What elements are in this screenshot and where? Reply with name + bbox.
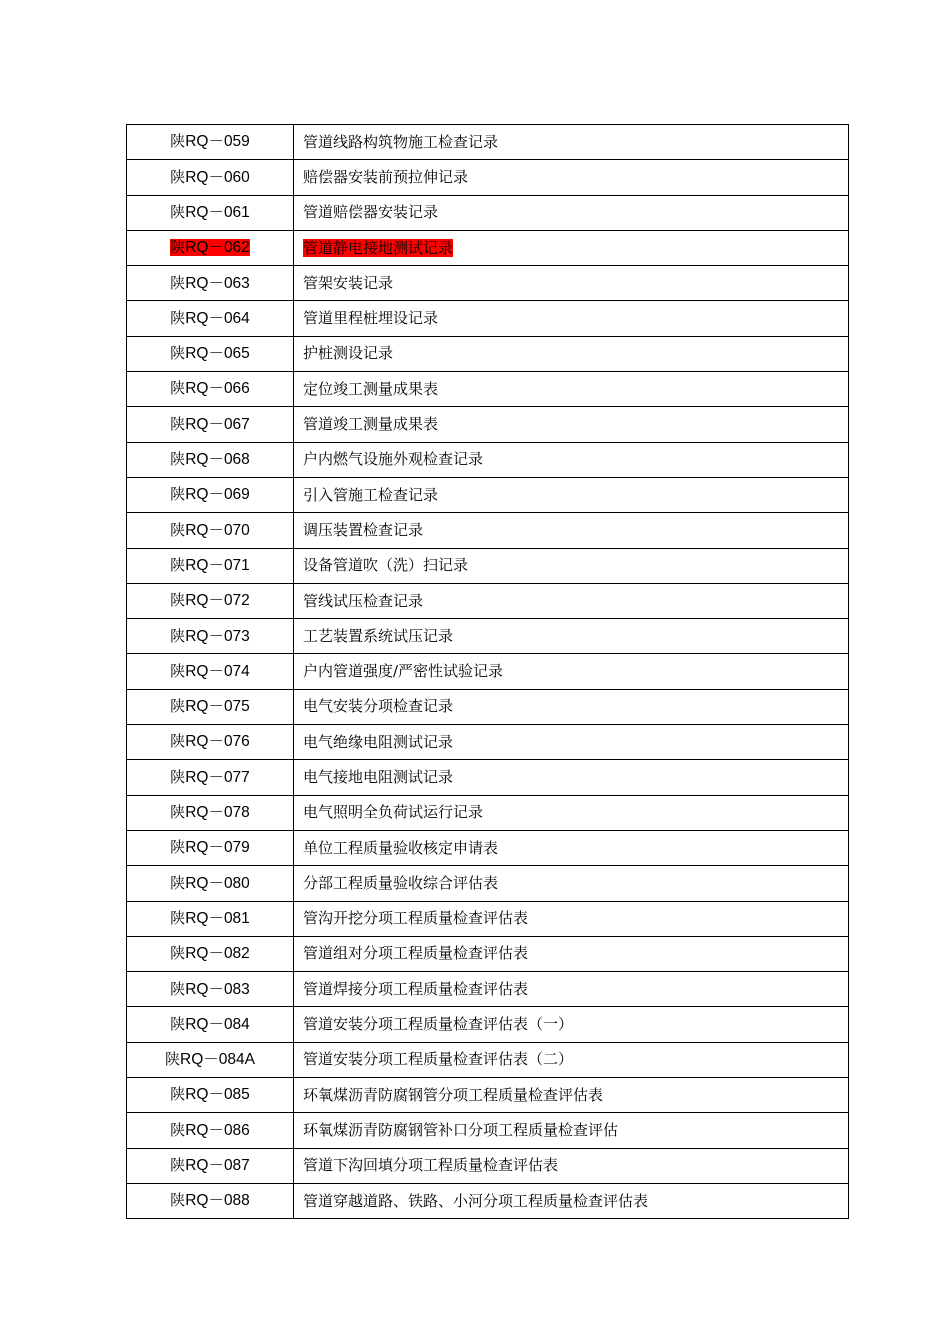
form-code-number: RQ－081 xyxy=(185,909,250,927)
form-code-number: RQ－065 xyxy=(185,345,250,363)
form-code-number: RQ－082 xyxy=(185,945,250,963)
form-title-cell xyxy=(294,160,849,195)
form-code-prefix: 陕 xyxy=(170,591,186,610)
form-title: 环氧煤沥青防腐钢管分项工程质量检查评估表 xyxy=(303,1085,604,1104)
form-title: 管道竣工测量成果表 xyxy=(303,415,439,434)
form-title: 单位工程质量验收核定申请表 xyxy=(303,838,499,857)
form-title-cell xyxy=(294,830,849,865)
form-title: 管架安装记录 xyxy=(303,273,394,292)
table-row xyxy=(127,477,849,512)
table-row xyxy=(127,372,849,407)
table-body xyxy=(127,125,849,1219)
form-code-number: RQ－076 xyxy=(185,733,250,751)
table-row xyxy=(127,1113,849,1148)
form-code-number: RQ－062 xyxy=(185,239,250,257)
form-title: 工艺装置系统试压记录 xyxy=(303,626,454,645)
table-row xyxy=(127,548,849,583)
form-code xyxy=(170,839,250,856)
form-code-prefix: 陕 xyxy=(170,838,186,857)
form-code-cell xyxy=(127,1078,294,1113)
form-code-cell xyxy=(127,654,294,689)
form-code-number: RQ－072 xyxy=(185,592,250,610)
form-title: 电气照明全负荷试运行记录 xyxy=(303,803,484,822)
form-title-cell xyxy=(294,1113,849,1148)
table-row xyxy=(127,1183,849,1218)
form-index-table xyxy=(126,124,849,1219)
form-title-cell xyxy=(294,477,849,512)
form-code xyxy=(170,169,250,186)
form-code-cell xyxy=(127,1007,294,1042)
form-code-number: RQ－078 xyxy=(185,804,250,822)
form-title: 管道穿越道路、铁路、小河分项工程质量检查评估表 xyxy=(303,1191,649,1210)
form-code xyxy=(170,1122,250,1139)
table-row xyxy=(127,266,849,301)
table-row xyxy=(127,160,849,195)
form-title-cell xyxy=(294,442,849,477)
form-code-prefix: 陕 xyxy=(170,379,186,398)
table-row xyxy=(127,230,849,265)
form-code-number: RQ－067 xyxy=(185,415,250,433)
form-title: 管线试压检查记录 xyxy=(303,591,424,610)
form-code-prefix: 陕 xyxy=(170,238,186,257)
form-code xyxy=(170,592,250,609)
form-title-cell xyxy=(294,866,849,901)
form-code-cell xyxy=(127,160,294,195)
form-code-prefix: 陕 xyxy=(170,1085,186,1104)
form-code xyxy=(170,945,250,962)
table-row xyxy=(127,795,849,830)
form-code-prefix: 陕 xyxy=(170,697,186,716)
form-title-cell xyxy=(294,1078,849,1113)
form-title: 管道安装分项工程质量检查评估表（二） xyxy=(303,1050,574,1069)
table-row xyxy=(127,830,849,865)
form-code-number: RQ－068 xyxy=(185,451,250,469)
form-title: 环氧煤沥青防腐钢管补口分项工程质量检查评估 xyxy=(303,1120,619,1139)
form-code xyxy=(170,451,250,468)
form-title-cell xyxy=(294,1148,849,1183)
form-code-prefix: 陕 xyxy=(170,732,186,751)
form-code-cell xyxy=(127,725,294,760)
form-title-cell xyxy=(294,1183,849,1218)
form-code-prefix: 陕 xyxy=(170,132,186,151)
table-row xyxy=(127,972,849,1007)
table-row xyxy=(127,866,849,901)
form-title: 管沟开挖分项工程质量检查评估表 xyxy=(303,909,529,928)
form-code-number: RQ－080 xyxy=(185,874,250,892)
form-title-cell xyxy=(294,407,849,442)
form-code-cell xyxy=(127,125,294,160)
table-row xyxy=(127,301,849,336)
form-title: 管道赔偿器安装记录 xyxy=(303,203,439,222)
table-row xyxy=(127,583,849,618)
form-code-cell xyxy=(127,866,294,901)
form-code-prefix: 陕 xyxy=(170,873,186,892)
form-title-cell xyxy=(294,1007,849,1042)
table-row xyxy=(127,336,849,371)
form-code-number: RQ－060 xyxy=(185,168,250,186)
form-code-number: RQ－086 xyxy=(185,1121,250,1139)
form-title: 电气绝缘电阻测试记录 xyxy=(303,732,454,751)
form-code xyxy=(170,981,250,998)
form-code xyxy=(170,416,250,433)
form-code xyxy=(170,133,250,150)
form-title: 护桩测设记录 xyxy=(303,344,394,363)
form-code-prefix: 陕 xyxy=(170,1014,186,1033)
table-row xyxy=(127,901,849,936)
form-title: 赔偿器安装前预拉伸记录 xyxy=(303,167,469,186)
form-code xyxy=(170,345,250,362)
form-code-cell xyxy=(127,795,294,830)
form-code-prefix: 陕 xyxy=(170,344,186,363)
form-code xyxy=(170,1086,250,1103)
form-title: 定位竣工测量成果表 xyxy=(303,379,439,398)
form-code xyxy=(170,1157,250,1174)
form-code xyxy=(170,628,250,645)
form-code xyxy=(170,557,250,574)
form-code-prefix: 陕 xyxy=(170,167,186,186)
form-code-number: RQ－071 xyxy=(185,556,250,574)
form-code-cell xyxy=(127,407,294,442)
form-code-cell xyxy=(127,901,294,936)
form-title-cell xyxy=(294,760,849,795)
form-code xyxy=(170,204,250,221)
form-title-cell xyxy=(294,972,849,1007)
form-code-number: RQ－085 xyxy=(185,1086,250,1104)
form-code-prefix: 陕 xyxy=(170,450,186,469)
form-code-number: RQ－063 xyxy=(185,274,250,292)
form-code-prefix: 陕 xyxy=(165,1050,181,1069)
form-code-number: RQ－066 xyxy=(185,380,250,398)
form-code-cell xyxy=(127,1113,294,1148)
form-title-cell xyxy=(294,336,849,371)
form-title-cell xyxy=(294,513,849,548)
form-code xyxy=(170,486,250,503)
form-code xyxy=(170,239,250,256)
form-code-cell xyxy=(127,1042,294,1077)
form-code xyxy=(170,875,250,892)
form-title-cell xyxy=(294,1042,849,1077)
form-code-prefix: 陕 xyxy=(170,803,186,822)
form-title-cell xyxy=(294,548,849,583)
form-code-cell xyxy=(127,972,294,1007)
form-title: 电气接地电阻测试记录 xyxy=(303,767,454,786)
form-code-number: RQ－070 xyxy=(185,521,250,539)
form-code-cell xyxy=(127,619,294,654)
form-code-prefix: 陕 xyxy=(170,661,186,680)
form-title-cell xyxy=(294,583,849,618)
form-code-cell xyxy=(127,936,294,971)
form-code-number: RQ－074 xyxy=(185,662,250,680)
form-code-cell xyxy=(127,583,294,618)
form-title: 管道安装分项工程质量检查评估表（一） xyxy=(303,1015,574,1034)
form-code-cell xyxy=(127,830,294,865)
form-code-cell xyxy=(127,513,294,548)
form-title: 管道静电接地测试记录 xyxy=(303,238,454,257)
form-code-cell xyxy=(127,1148,294,1183)
form-code xyxy=(170,733,250,750)
form-code-prefix: 陕 xyxy=(170,979,186,998)
form-code-prefix: 陕 xyxy=(170,767,186,786)
form-code-cell xyxy=(127,477,294,512)
form-code-number: RQ－084 xyxy=(185,1015,250,1033)
form-code-cell xyxy=(127,760,294,795)
form-code-cell xyxy=(127,336,294,371)
form-code-number: RQ－083 xyxy=(185,980,250,998)
form-title-cell xyxy=(294,689,849,724)
form-title: 管道里程桩埋设记录 xyxy=(303,309,439,328)
table-row xyxy=(127,619,849,654)
form-title-cell xyxy=(294,901,849,936)
form-code-cell xyxy=(127,195,294,230)
table-row xyxy=(127,689,849,724)
form-title-cell xyxy=(294,372,849,407)
form-code-cell xyxy=(127,1183,294,1218)
table-row xyxy=(127,760,849,795)
form-code-prefix: 陕 xyxy=(170,414,186,433)
form-code-prefix: 陕 xyxy=(170,485,186,504)
form-title: 管道线路构筑物施工检查记录 xyxy=(303,132,499,151)
form-title: 管道下沟回填分项工程质量检查评估表 xyxy=(303,1156,559,1175)
form-code-number: RQ－087 xyxy=(185,1157,250,1174)
table-row xyxy=(127,654,849,689)
table-row xyxy=(127,1078,849,1113)
table-row xyxy=(127,407,849,442)
form-code-prefix: 陕 xyxy=(170,944,186,963)
form-title-cell xyxy=(294,936,849,971)
form-code xyxy=(170,663,250,680)
form-code xyxy=(170,522,250,539)
form-title-cell xyxy=(294,654,849,689)
form-title: 管道组对分项工程质量检查评估表 xyxy=(303,944,529,963)
form-code xyxy=(170,1016,250,1033)
form-title-cell xyxy=(294,725,849,760)
form-code xyxy=(170,804,250,821)
form-code-prefix: 陕 xyxy=(170,908,186,927)
form-title: 分部工程质量验收综合评估表 xyxy=(303,873,499,892)
form-code-cell xyxy=(127,548,294,583)
form-title-cell xyxy=(294,619,849,654)
table-row xyxy=(127,125,849,160)
form-title-cell xyxy=(294,795,849,830)
form-code-prefix: 陕 xyxy=(170,1156,186,1174)
form-code-prefix: 陕 xyxy=(170,626,186,645)
form-code xyxy=(170,1192,250,1209)
form-code xyxy=(170,275,250,292)
form-code xyxy=(165,1051,255,1068)
form-code xyxy=(170,380,250,397)
form-title-cell xyxy=(294,125,849,160)
table-row xyxy=(127,936,849,971)
form-code xyxy=(170,910,250,927)
form-code-prefix: 陕 xyxy=(170,1191,186,1210)
form-title-cell xyxy=(294,301,849,336)
form-title: 引入管施工检查记录 xyxy=(303,485,439,504)
form-code-number: RQ－079 xyxy=(185,839,250,857)
form-title: 户内燃气设施外观检查记录 xyxy=(303,450,484,469)
form-code-number: RQ－059 xyxy=(185,133,250,151)
form-code-cell xyxy=(127,689,294,724)
form-title: 设备管道吹（洗）扫记录 xyxy=(303,556,469,575)
form-code-number: RQ－069 xyxy=(185,486,250,504)
form-code-cell xyxy=(127,301,294,336)
form-code xyxy=(170,698,250,715)
form-title: 电气安装分项检查记录 xyxy=(303,697,454,716)
form-code xyxy=(170,310,250,327)
form-code-prefix: 陕 xyxy=(170,273,186,292)
form-title: 户内管道强度/严密性试验记录 xyxy=(303,662,504,681)
form-code-number: RQ－077 xyxy=(185,768,250,786)
table-row xyxy=(127,195,849,230)
form-title: 调压装置检查记录 xyxy=(303,520,424,539)
table-row xyxy=(127,442,849,477)
form-code-number: RQ－064 xyxy=(185,309,250,327)
table-row xyxy=(127,1007,849,1042)
form-code-number: RQ－061 xyxy=(185,203,250,221)
form-code-number: RQ－088 xyxy=(185,1192,250,1210)
form-title-cell xyxy=(294,195,849,230)
form-code-prefix: 陕 xyxy=(170,520,186,539)
table-row xyxy=(127,1042,849,1077)
form-title-cell xyxy=(294,266,849,301)
form-code-number: RQ－075 xyxy=(185,698,250,716)
form-code-prefix: 陕 xyxy=(170,1120,186,1139)
form-title: 管道焊接分项工程质量检查评估表 xyxy=(303,979,529,998)
form-title-cell xyxy=(294,230,849,265)
form-code-cell xyxy=(127,266,294,301)
form-code-cell xyxy=(127,372,294,407)
form-code xyxy=(170,769,250,786)
form-code-cell xyxy=(127,442,294,477)
form-code-number: RQ－084A xyxy=(180,1051,255,1069)
form-code-prefix: 陕 xyxy=(170,202,186,221)
table-row xyxy=(127,725,849,760)
form-code-prefix: 陕 xyxy=(170,555,186,574)
table-row xyxy=(127,1148,849,1183)
form-code-cell xyxy=(127,230,294,265)
form-code-number: RQ－073 xyxy=(185,627,250,645)
table-row xyxy=(127,513,849,548)
form-code-prefix: 陕 xyxy=(170,308,186,327)
